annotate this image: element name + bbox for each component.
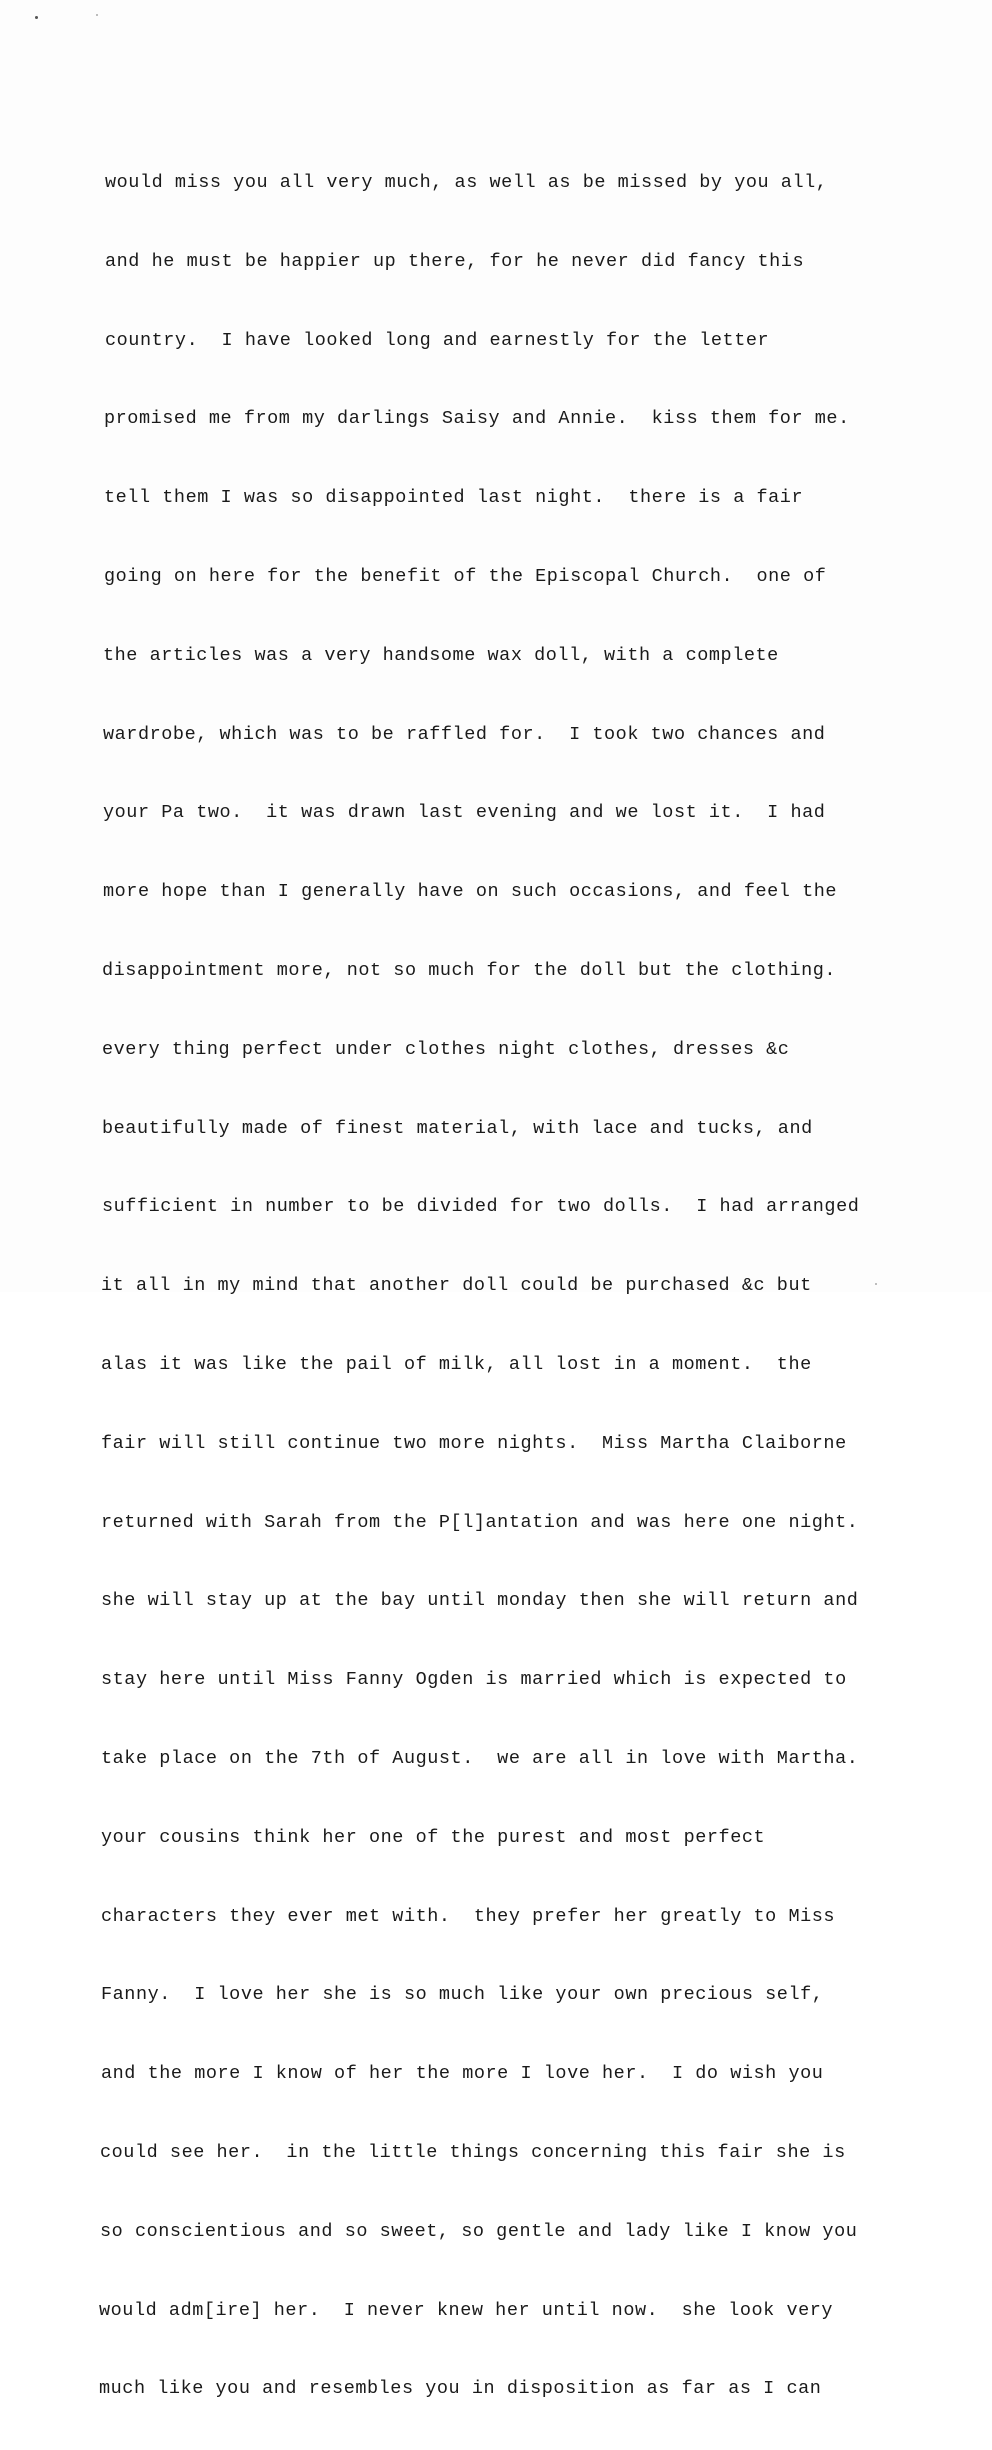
letter-line: and he must be happier up there, for he never did fancy this xyxy=(105,250,805,272)
letter-line: would adm[ire] her. I never knew her until now. she look very xyxy=(99,2299,834,2321)
letter-line: country. I have looked long and earnestly for the letter xyxy=(105,329,770,351)
letter-line: so conscientious and so sweet, so gentle and lady like I know you xyxy=(100,2220,858,2242)
letter-line: beautifully made of finest material, with lace and tucks, and xyxy=(102,1117,813,1139)
scan-speck xyxy=(35,16,38,19)
letter-line: characters they ever met with. they prefer her greatly to Miss xyxy=(101,1905,836,1927)
letter-line: returned with Sarah from the P[l]antation and was here one night. xyxy=(101,1511,859,1533)
letter-line: promised me from my darlings Saisy and Annie. kiss them for me. xyxy=(104,408,850,430)
letter-line: going on here for the benefit of the Episcopal Church. one of xyxy=(104,565,827,587)
letter-line: fair will still continue two more nights. Miss Martha Claiborne xyxy=(101,1432,847,1454)
letter-line: much like you and resembles you in disposition as far as I can xyxy=(99,2378,822,2400)
letter-line: disappointment more, not so much for the doll but the clothing. xyxy=(102,959,837,981)
letter-line: your cousins think her one of the purest and most perfect xyxy=(101,1826,766,1848)
letter-line: stay here until Miss Fanny Ogden is married which is expected to xyxy=(101,1669,847,1691)
letter-line: wardrobe, which was to be raffled for. I took two chances and xyxy=(103,723,826,745)
letter-line: every thing perfect under clothes night clothes, dresses &c xyxy=(102,1038,790,1060)
letter-line: and the more I know of her the more I love her. I do wish you xyxy=(101,2063,824,2085)
letter-line: take place on the 7th of August. we are all in love with Martha. xyxy=(101,1747,859,1769)
scan-speck xyxy=(96,14,98,16)
letter-line: she will stay up at the bay until monday then she will return and xyxy=(101,1590,859,1612)
letter-line: the articles was a very handsome wax doll, with a complete xyxy=(103,644,779,666)
letter-line: tell them I was so disappointed last night. there is a fair xyxy=(104,487,804,509)
letter-line: your Pa two. it was drawn last evening and we lost it. I had xyxy=(103,802,826,824)
letter-line: would miss you all very much, as well as be missed by you all, xyxy=(105,172,828,193)
letter-line: more hope than I generally have on such occasions, and feel the xyxy=(103,881,838,903)
letter-line: it all in my mind that another doll could be purchased &c but xyxy=(101,1275,812,1297)
letter-line: Fanny. I love her she is so much like your own precious self, xyxy=(101,1984,824,2006)
letter-line: sufficient in number to be divided for two dolls. I had arranged xyxy=(102,1196,860,1218)
letter-body xyxy=(101,123,971,2450)
letter-line: alas it was like the pail of milk, all lost in a moment. the xyxy=(101,1353,812,1375)
letter-line: could see her. in the little things concerning this fair she is xyxy=(100,2141,846,2163)
